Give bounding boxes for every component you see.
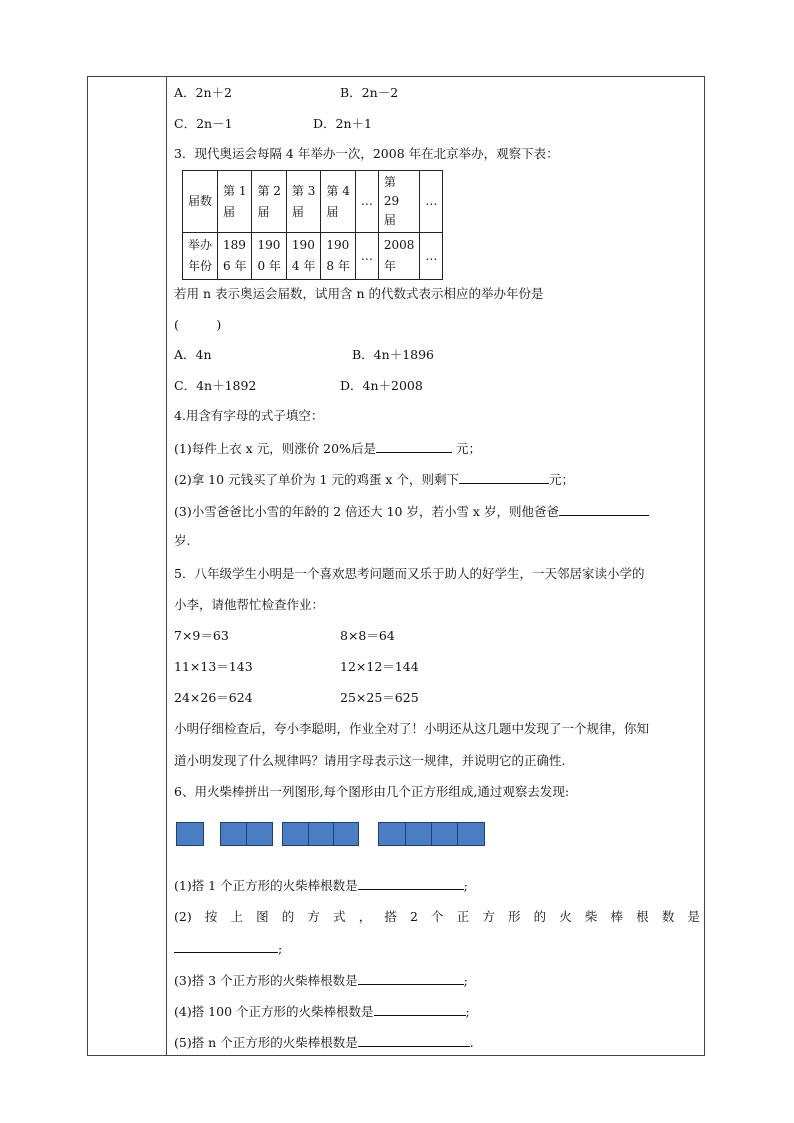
- q3-options-row2: [174, 378, 423, 394]
- square: [378, 822, 406, 846]
- table-cell: …: [420, 233, 443, 280]
- table-cell: 第 2 届: [252, 171, 286, 233]
- q6-part2: [174, 909, 700, 925]
- square: [308, 822, 334, 846]
- square: [282, 822, 309, 846]
- column-divider: [166, 76, 167, 1056]
- equation: 11×13＝143: [174, 659, 253, 674]
- q3-question: 若用 n 表示奥运会届数，试用含 n 的代数式表示相应的举办年份是: [174, 286, 544, 301]
- equation: 7×9＝63: [174, 628, 229, 643]
- q4-part1: (1)每件上衣 x 元，则涨价 20%后是 元；: [174, 441, 481, 456]
- q6-part5: (5)搭 n 个正方形的火柴棒根数是 .: [174, 1035, 474, 1050]
- q2-option-c: C．2n－1: [174, 116, 233, 131]
- answer-blank[interactable]: [358, 1034, 470, 1047]
- square: [246, 822, 273, 846]
- q3-option-b: B．4n＋1896: [352, 347, 435, 362]
- equation-row: [174, 659, 419, 675]
- table-cell: 2008 年: [378, 233, 420, 280]
- square: [333, 822, 359, 846]
- equation: 12×12＝144: [340, 659, 419, 674]
- equation-row: [174, 628, 395, 644]
- olympics-table: [182, 170, 443, 280]
- square: [176, 822, 204, 846]
- table-cell: …: [420, 171, 443, 233]
- square: [431, 822, 458, 846]
- table-cell: …: [355, 171, 378, 233]
- answer-blank[interactable]: [358, 972, 464, 985]
- table-cell: 第 1 届: [218, 171, 252, 233]
- q5-line4: 道小明发现了什么规律吗？请用字母表示这一规律，并说明它的正确性.: [174, 753, 566, 768]
- q4-part3-cont: 岁.: [174, 533, 191, 548]
- q4-part2: (2)拿 10 元钱买了单价为 1 元的鸡蛋 x 个，则剩下 元；: [174, 472, 574, 487]
- q2-option-b: B．2n－2: [340, 85, 399, 100]
- equation: 24×26＝624: [174, 690, 253, 705]
- q6-part1: (1)搭 1 个正方形的火柴棒根数是 ;: [174, 878, 468, 893]
- q4-part3: (3)小雪爸爸比小雪的年龄的 2 倍还大 10 岁，若小雪 x 岁，则他爸爸: [174, 503, 649, 520]
- q5-line2: 小李，请他帮忙检查作业：: [174, 597, 325, 612]
- q6-part3: (3)搭 3 个正方形的火柴棒根数是 ;: [174, 973, 468, 988]
- table-header-years: 举办 年份: [183, 233, 218, 280]
- q3-options-row1: [174, 347, 435, 363]
- table-cell: 189 6 年: [218, 233, 252, 280]
- q6-stem: 6、用火柴棒拼出一列图形,每个图形由几个正方形组成,通过观察去发现:: [174, 784, 570, 799]
- square: [220, 822, 247, 846]
- equation: 8×8＝64: [340, 628, 395, 643]
- table-cell: …: [355, 233, 378, 280]
- square: [457, 822, 485, 846]
- table-row-editions: [183, 171, 443, 233]
- answer-blank[interactable]: [174, 940, 278, 953]
- answer-blank[interactable]: [358, 877, 464, 890]
- q2-options-row1: [174, 85, 399, 101]
- q3-option-c: C．4n＋1892: [174, 378, 257, 393]
- table-cell: 190 4 年: [286, 233, 320, 280]
- table-row-years: [183, 233, 443, 280]
- equation-row: [174, 690, 419, 706]
- table-cell: 第 3 届: [286, 171, 320, 233]
- square: [405, 822, 432, 846]
- q4-stem: 4.用含有字母的式子填空：: [174, 408, 324, 423]
- answer-blank[interactable]: [559, 503, 649, 516]
- table-header-editions: 届数: [183, 171, 218, 233]
- q3-option-a: A．4n: [174, 347, 212, 362]
- table-cell: 190 0 年: [252, 233, 286, 280]
- answer-blank[interactable]: [376, 440, 452, 453]
- q6-part2-cont: ;: [174, 940, 282, 957]
- table-cell: 第 4 届: [321, 171, 355, 233]
- q2-options-row2: [174, 116, 372, 132]
- q6-part4: (4)搭 100 个正方形的火柴棒根数是 ;: [174, 1004, 470, 1019]
- q2-option-d: D．2n＋1: [313, 116, 372, 131]
- answer-blank[interactable]: [374, 1003, 466, 1016]
- q3-answer-paren: ( ): [174, 317, 222, 332]
- table-cell: 190 8 年: [321, 233, 355, 280]
- q3-option-d: D．4n＋2008: [340, 378, 423, 393]
- q5-line3: 小明仔细检查后，夸小李聪明，作业全对了！小明还从这几题中发现了一个规律，你知: [174, 721, 650, 736]
- table-cell: 第 29 届: [378, 171, 420, 233]
- q2-option-a: A．2n＋2: [174, 85, 232, 100]
- q6-part2-justified: (2) 按 上 图 的 方 式 ， 搭 2 个 正 方 形 的 火 柴 棒 根 数 是: [174, 909, 700, 924]
- q5-line1: 5．八年级学生小明是一个喜欢思考问题而又乐于助人的好学生，一天邻居家读小学的: [174, 566, 645, 581]
- equation: 25×25＝625: [340, 690, 419, 705]
- q3-stem: 3．现代奥运会每隔 4 年举办一次，2008 年在北京举办，观察下表：: [174, 146, 559, 161]
- answer-blank[interactable]: [459, 471, 549, 484]
